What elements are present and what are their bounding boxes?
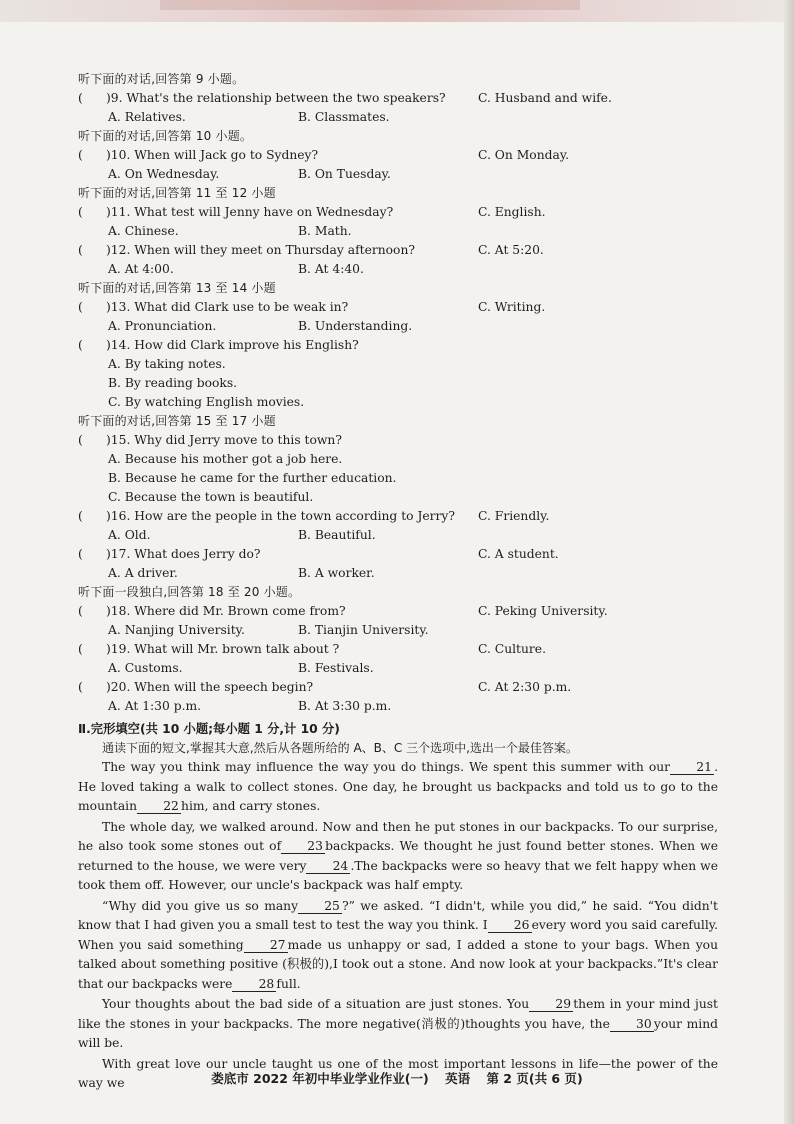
- option-b: B. Beautiful.: [298, 528, 376, 542]
- section-heading: 听下面的对话,回答第 9 小题。: [78, 72, 245, 86]
- passage-text: backpacks. We thought he just found better stones. When we returned to the house, we were very: [78, 839, 718, 873]
- blank-25: 25: [298, 899, 342, 914]
- blank-24: 24: [306, 859, 350, 874]
- top-border: [0, 0, 794, 22]
- options-row: [78, 659, 718, 678]
- passage-text: Your thoughts about the bad side of a situation are just stones. You: [102, 997, 530, 1011]
- options-row: [78, 108, 718, 127]
- option-a: A. At 4:00.: [108, 262, 174, 276]
- option-c: C. A student.: [478, 547, 559, 561]
- option-a: A. Pronunciation.: [108, 319, 217, 333]
- option-a: A. Chinese.: [108, 224, 179, 238]
- question-stem: )17. What does Jerry do?: [106, 547, 261, 561]
- option-b: B. At 4:40.: [298, 262, 364, 276]
- passage-text: . He loved taking a walk to collect stones. One day, he brought us backpacks and told us to go to the mountain: [78, 760, 718, 813]
- answer-bracket: (: [78, 338, 83, 352]
- passage-paragraph: [78, 758, 718, 817]
- question-stem: )15. Why did Jerry move to this town?: [106, 433, 342, 447]
- question-14: [78, 336, 718, 355]
- cloze-passage: [78, 758, 718, 1094]
- question-10: [78, 146, 718, 165]
- cloze-title: Ⅱ.完形填空(共 10 小题;每小题 1 分,计 10 分): [78, 722, 340, 736]
- passage-text: The way you think may influence the way you do things. We spent this summer with our: [102, 760, 671, 774]
- section-heading: 听下面的对话,回答第 15 至 17 小题: [78, 414, 276, 428]
- exam-page: [78, 70, 718, 1095]
- passage-text: The whole day, we walked around. Now and then he put stones in our backpacks. To our surprise, he also took some stones out of: [78, 819, 718, 853]
- exam-title: 娄底市 2022 年初中毕业学业作业(一): [211, 1071, 429, 1086]
- question-stem: )19. What will Mr. brown talk about ?: [106, 642, 340, 656]
- options-row: [78, 564, 718, 583]
- option-a: A. Old.: [108, 528, 151, 542]
- section-heading: 听下面的对话,回答第 11 至 12 小题: [78, 186, 276, 200]
- blank-29: 29: [529, 997, 573, 1012]
- answer-bracket: (: [78, 91, 83, 105]
- passage-text: your mind will be.: [78, 1016, 718, 1050]
- question-13: [78, 298, 718, 317]
- options-row: [78, 260, 718, 279]
- passage-paragraph: [78, 818, 718, 896]
- passage-paragraph: [78, 897, 718, 995]
- question-stem: )16. How are the people in the town according to Jerry?: [106, 509, 455, 523]
- option-a: A. On Wednesday.: [108, 167, 220, 181]
- passage-text: ?” we asked. “I didn't, while you did,” he said. “You didn't know that I had given you a small test to test the way you think. I: [78, 898, 718, 932]
- answer-bracket: (: [78, 243, 83, 257]
- option-a: A. Because his mother got a job here.: [108, 452, 343, 466]
- passage-text: “Why did you give us so many: [102, 898, 299, 913]
- blank-30: 30: [610, 1017, 654, 1032]
- cloze-instruction: 通读下面的短文,掌握其大意,然后从各题所给的 A、B、C 三个选项中,选出一个最佳答案。: [102, 741, 578, 755]
- passage-text: .The backpacks were so heavy that we felt happy when we took them off. However, our uncle's backpack was half empty.: [78, 858, 718, 892]
- option-a: A. Customs.: [108, 661, 183, 675]
- option-b: B. By reading books.: [108, 376, 238, 390]
- option-c: C. Culture.: [478, 642, 546, 656]
- answer-bracket: (: [78, 148, 83, 162]
- passage-text: made us unhappy or sad, I added a stone to your bags. When you talked about something positive (积极的),I took out a stone. And now look at your backpacks.”It's clear that our backpacks were: [78, 937, 719, 991]
- option-c: C. At 5:20.: [478, 243, 544, 257]
- passage-text: him, and carry stones.: [181, 799, 321, 813]
- answer-bracket: (: [78, 642, 83, 656]
- question-stem: )9. What's the relationship between the two speakers?: [106, 91, 446, 105]
- answer-bracket: (: [78, 205, 83, 219]
- blank-27: 27: [244, 938, 288, 953]
- options-row: [78, 222, 718, 241]
- answer-bracket: (: [78, 604, 83, 618]
- section-heading: 听下面的对话,回答第 10 小题。: [78, 129, 253, 143]
- option-b: B. Understanding.: [298, 319, 413, 333]
- page-footer: [0, 1069, 794, 1087]
- option-a: A. A driver.: [108, 566, 178, 580]
- answer-bracket: (: [78, 547, 83, 561]
- question-stem: )18. Where did Mr. Brown come from?: [106, 604, 346, 618]
- option-a: A. By taking notes.: [108, 357, 226, 371]
- section-heading: 听下面的对话,回答第 13 至 14 小题: [78, 281, 276, 295]
- question-stem: )14. How did Clark improve his English?: [106, 338, 359, 352]
- blank-23: 23: [281, 839, 325, 854]
- option-b: B. Math.: [298, 224, 352, 238]
- blank-28: 28: [232, 977, 276, 992]
- option-a: A. Relatives.: [108, 110, 186, 124]
- section-heading: 听下面一段独白,回答第 18 至 20 小题。: [78, 585, 301, 599]
- option-c: C. Husband and wife.: [478, 91, 612, 105]
- option-b: B. Festivals.: [298, 661, 374, 675]
- subject-label: 英语: [445, 1071, 471, 1086]
- question-12: [78, 241, 718, 260]
- option-c: C. On Monday.: [478, 148, 570, 162]
- option-c: C. Writing.: [478, 300, 546, 314]
- options-row: [78, 526, 718, 545]
- question-20: [78, 678, 718, 697]
- option-c: C. English.: [478, 205, 546, 219]
- question-9: [78, 89, 718, 108]
- question-16: [78, 507, 718, 526]
- question-stem: )11. What test will Jenny have on Wednesday?: [106, 205, 394, 219]
- question-11: [78, 203, 718, 222]
- option-b: B. Classmates.: [298, 110, 390, 124]
- options-row: [78, 317, 718, 336]
- option-b: B. At 3:30 p.m.: [298, 699, 392, 713]
- question-stem: )12. When will they meet on Thursday afternoon?: [106, 243, 415, 257]
- option-b: B. Because he came for the further education.: [108, 471, 397, 485]
- blank-21: 21: [670, 760, 714, 775]
- blank-22: 22: [137, 799, 181, 814]
- options-row: [78, 165, 718, 184]
- option-c: C. Friendly.: [478, 509, 550, 523]
- options-row: [78, 697, 718, 716]
- answer-bracket: (: [78, 300, 83, 314]
- answer-bracket: (: [78, 509, 83, 523]
- answer-bracket: (: [78, 680, 83, 694]
- option-c: C. By watching English movies.: [108, 395, 305, 409]
- question-17: [78, 545, 718, 564]
- option-b: B. On Tuesday.: [298, 167, 391, 181]
- question-stem: )13. What did Clark use to be weak in?: [106, 300, 349, 314]
- passage-text: full.: [276, 976, 301, 991]
- option-a: A. Nanjing University.: [108, 623, 245, 637]
- passage-paragraph: [78, 995, 718, 1054]
- page-edge: [784, 0, 794, 1124]
- option-c: C. Because the town is beautiful.: [108, 490, 314, 504]
- options-row: [78, 621, 718, 640]
- passage-text: every word you said carefully. When you said something: [78, 918, 718, 952]
- option-c: C. At 2:30 p.m.: [478, 680, 572, 694]
- question-18: [78, 602, 718, 621]
- option-b: B. Tianjin University.: [298, 623, 429, 637]
- option-b: B. A worker.: [298, 566, 375, 580]
- option-c: C. Peking University.: [478, 604, 608, 618]
- blank-26: 26: [488, 918, 532, 933]
- passage-text: them in your mind just like the stones in your backpacks. The more negative(消极的)thoughts you have, the: [78, 997, 718, 1031]
- option-a: A. At 1:30 p.m.: [108, 699, 202, 713]
- page-number: 第 2 页(共 6 页): [486, 1071, 583, 1086]
- question-19: [78, 640, 718, 659]
- question-15: [78, 431, 718, 450]
- question-stem: )10. When will Jack go to Sydney?: [106, 148, 319, 162]
- passage-text: With great love our uncle taught us one of the most important lessons in life—the power of the way we: [78, 1056, 718, 1090]
- question-stem: )20. When will the speech begin?: [106, 680, 314, 694]
- answer-bracket: (: [78, 433, 83, 447]
